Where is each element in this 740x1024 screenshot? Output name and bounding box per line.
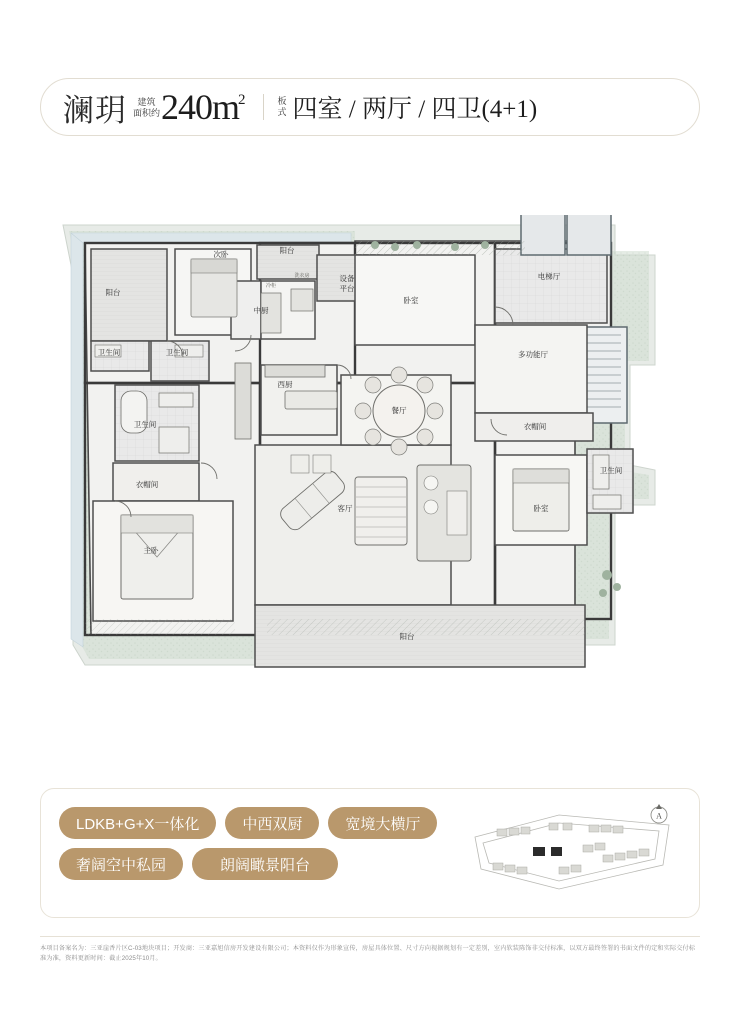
svg-text:衣帽间: 衣帽间 [135, 480, 159, 489]
svg-text:卫生间: 卫生间 [599, 466, 623, 475]
area-number: 240m [161, 87, 240, 127]
header-banner [40, 78, 700, 136]
svg-text:卫生间: 卫生间 [133, 420, 157, 429]
svg-text:洗衣房: 洗衣房 [294, 273, 310, 279]
features-panel [40, 788, 700, 918]
key-plan [463, 803, 683, 903]
svg-text:衣帽间: 衣帽间 [523, 422, 547, 431]
area-superscript: 2 [238, 92, 246, 108]
svg-text:卧室: 卧室 [403, 296, 419, 305]
header-divider [263, 94, 264, 120]
area-prefix-line1: 建筑 [137, 97, 156, 107]
area-prefix-line2: 面积约 [133, 108, 161, 118]
svg-text:卧室: 卧室 [533, 504, 549, 513]
svg-text:平台: 平台 [339, 284, 355, 293]
svg-text:卫生间: 卫生间 [97, 348, 121, 357]
svg-text:次卧: 次卧 [213, 250, 229, 259]
building-type-line2: 式 [277, 107, 287, 117]
svg-text:西厨: 西厨 [277, 380, 293, 389]
area-prefix [133, 97, 160, 119]
svg-text:主卧: 主卧 [143, 546, 159, 555]
svg-text:客厅: 客厅 [337, 504, 353, 513]
building-type-line1: 板 [277, 96, 287, 106]
list-item: 宽境大横厅 [328, 807, 437, 839]
list-item: 奢阔空中私园 [59, 848, 183, 880]
svg-text:餐厅: 餐厅 [391, 406, 407, 415]
svg-text:卫生间: 卫生间 [165, 348, 189, 357]
list-item: 朗阔瞰景阳台 [192, 848, 338, 880]
svg-text:设备: 设备 [339, 274, 355, 283]
list-item: 中西双厨 [225, 807, 319, 839]
compass-icon [651, 804, 667, 823]
area-block [133, 89, 247, 125]
building-type [278, 96, 287, 118]
list-item: LDKB+G+X一体化 [59, 807, 216, 839]
key-plan-highlight [533, 847, 545, 856]
svg-text:电梯厅: 电梯厅 [537, 272, 561, 281]
svg-text:阳台: 阳台 [279, 246, 295, 255]
room-configuration: 四室 / 两厅 / 四卫(4+1) [292, 96, 538, 123]
disclaimer-text: 本项目备案名为：三亚崖香片区C-03地块项目；开发商：三亚嘉旭信房开发建设有限公司；本资料仅作为形象宣传，房屋具体位置、尺寸方向视据规划有一定差别，室内软装陈饰非交付标准，以双方最终签署的书面文件的定和实际交付标准为准，资料更新时间：截止2025年10月。 [40, 945, 696, 962]
svg-text:A: A [656, 811, 662, 821]
svg-text:冷柜: 冷柜 [265, 283, 277, 289]
footer-divider [40, 936, 700, 937]
svg-text:中厨: 中厨 [253, 306, 269, 315]
footer [40, 936, 700, 964]
feature-tag-list [59, 807, 459, 880]
svg-text:阳台: 阳台 [105, 288, 121, 297]
svg-text:阳台: 阳台 [399, 632, 415, 641]
svg-text:多功能厅: 多功能厅 [518, 350, 548, 359]
page-title: 澜玥 [63, 92, 127, 128]
floor-plan [55, 215, 695, 695]
